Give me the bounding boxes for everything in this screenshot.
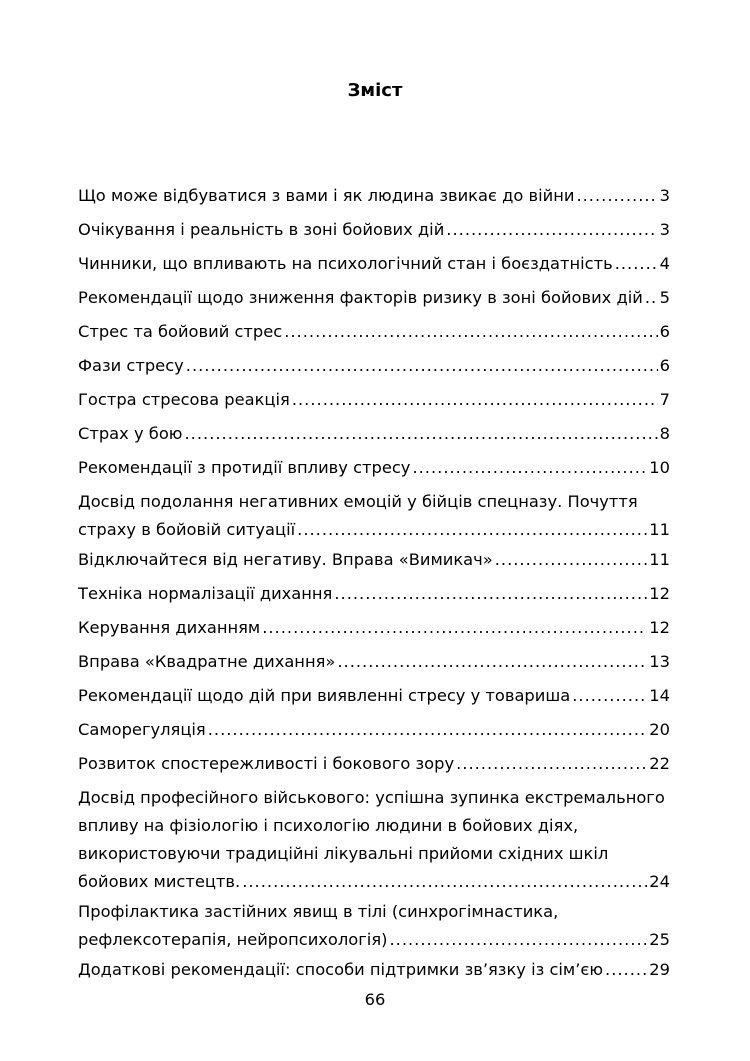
toc-entry[interactable] — [78, 488, 670, 544]
toc-entry-title-line: Саморегуляція — [78, 720, 206, 739]
toc-entry-page: 4 — [659, 254, 670, 273]
dot-leader — [446, 216, 657, 244]
dot-leader — [186, 352, 658, 380]
dot-leader — [389, 926, 647, 954]
toc-entry-title-line: бойових мистецтв. — [78, 872, 241, 891]
toc-entry-row — [78, 216, 670, 244]
toc-entry[interactable] — [78, 682, 670, 710]
toc-entry-title-line: Досвід професійного військового: успішна зупинка екстремального — [78, 788, 665, 807]
toc-entry-title-line: Техніка нормалізації дихання — [78, 584, 333, 603]
toc-entry-page: 10 — [649, 458, 670, 477]
toc-entry[interactable] — [78, 898, 670, 954]
toc-entry-page: 13 — [649, 652, 670, 671]
dot-leader — [297, 516, 647, 544]
toc-entry[interactable] — [78, 546, 670, 574]
toc-entry-title-line: Рекомендації з протидії впливу стресу — [78, 458, 411, 477]
toc-entry-page: 14 — [649, 686, 670, 705]
toc-entry-title-line: використовуючи традиційні лікувальні прийоми східних шкіл — [78, 844, 609, 863]
page-number: 66 — [364, 990, 386, 1009]
toc-entry-row — [78, 682, 670, 710]
toc-entry-title-line: Страх у бою — [78, 424, 183, 443]
toc-entry-page: 5 — [659, 288, 670, 307]
toc-entry-title-line: Фази стресу — [78, 356, 184, 375]
toc-entry[interactable] — [78, 784, 670, 896]
toc-entry-page: 3 — [659, 186, 670, 205]
toc-entry-title-line: страху в бойовій ситуації — [78, 520, 296, 539]
toc-entry-page: 29 — [649, 960, 670, 979]
toc-entry-title-line: Профілактика застійних явищ в тілі (синхрогімнастика, — [78, 902, 559, 921]
toc-entry-row — [78, 868, 670, 896]
toc-entry-page: 25 — [649, 930, 670, 949]
dot-leader — [576, 182, 657, 210]
toc-entry-title-line: впливу на фізіологію і психологію людини в бойових діях, — [78, 816, 579, 835]
dot-leader — [284, 318, 657, 346]
toc-entry[interactable] — [78, 216, 670, 244]
toc-entry-page: 11 — [649, 550, 670, 569]
dot-leader — [605, 956, 647, 984]
toc-entry-page: 24 — [649, 872, 670, 891]
toc-entry-page: 3 — [659, 220, 670, 239]
toc-entry-page: 7 — [659, 390, 670, 409]
toc-entry-row — [78, 318, 670, 346]
toc-entry[interactable] — [78, 956, 670, 984]
dot-leader — [456, 750, 647, 778]
toc-entry-page: 6 — [659, 322, 670, 341]
toc-entry-row — [78, 352, 670, 380]
toc-entry[interactable] — [78, 648, 670, 676]
toc-entry-page: 12 — [649, 584, 670, 603]
toc-entry-title-line: Керування диханням — [78, 618, 261, 637]
toc-entry-row — [78, 386, 670, 414]
toc-entry-row — [78, 250, 670, 278]
dot-leader — [208, 716, 648, 744]
dot-leader — [262, 614, 647, 642]
toc-entry-row — [78, 454, 670, 482]
toc-entry[interactable] — [78, 250, 670, 278]
toc-entry-row — [78, 580, 670, 608]
toc-entry-title-line: Що може відбуватися з вами і як людина звикає до війни — [78, 186, 575, 205]
toc-entry[interactable] — [78, 182, 670, 210]
dot-leader — [615, 250, 658, 278]
toc-entry-page: 11 — [649, 520, 670, 539]
toc-entry-title-line: Стрес та бойовий стрес — [78, 322, 283, 341]
toc-entry-row — [78, 750, 670, 778]
dot-leader — [292, 386, 658, 414]
toc-entry-row — [78, 648, 670, 676]
toc-entry-title-line: Очікування і реальність в зоні бойових дій — [78, 220, 445, 239]
toc-entry[interactable] — [78, 614, 670, 642]
toc-entry[interactable] — [78, 750, 670, 778]
toc-entry-title-line: Додаткові рекомендації: способи підтримки зв’язку із сім’єю — [78, 960, 604, 979]
toc-entry-row — [78, 420, 670, 448]
toc-entry-title-line: Досвід подолання негативних емоцій у бійців спецназу. Почуття — [78, 492, 638, 511]
dot-leader — [412, 454, 647, 482]
toc-entry-title-line: Рекомендації щодо дій при виявленні стресу у товариша — [78, 686, 571, 705]
dot-leader — [572, 682, 647, 710]
toc-entry-row — [78, 546, 670, 574]
dot-leader — [495, 546, 648, 574]
toc-entry-row — [78, 284, 670, 312]
toc-entry[interactable] — [78, 284, 670, 312]
dot-leader — [645, 284, 658, 312]
toc-entry-title-line: Гостра стресова реакція — [78, 390, 290, 409]
toc-entry-title-line: Розвиток спостережливості і бокового зору — [78, 754, 455, 773]
page-title: Зміст — [347, 80, 403, 101]
toc-entry-row — [78, 926, 670, 954]
toc-entry-title-line: Відключайтеся від негативу. Вправа «Вимикач» — [78, 550, 493, 569]
toc-entry-row — [78, 716, 670, 744]
toc-entry-row — [78, 516, 670, 544]
dot-leader — [334, 580, 647, 608]
toc-entry-page: 20 — [649, 720, 670, 739]
toc-entry[interactable] — [78, 386, 670, 414]
dot-leader — [242, 868, 647, 896]
toc-entry-title-line: Чинники, що впливають на психологічний стан і боєздатність — [78, 254, 613, 273]
toc-entry-page: 12 — [649, 618, 670, 637]
toc-entry[interactable] — [78, 716, 670, 744]
toc-entry[interactable] — [78, 454, 670, 482]
toc-entry[interactable] — [78, 352, 670, 380]
toc-entry-title-line: Вправа «Квадратне дихання» — [78, 652, 336, 671]
toc-entry-page: 6 — [659, 356, 670, 375]
toc-entry-row — [78, 182, 670, 210]
toc-entry[interactable] — [78, 580, 670, 608]
toc-entry-title-line: Рекомендації щодо зниження факторів ризику в зоні бойових дій — [78, 288, 643, 307]
toc-entry-title-line: рефлексотерапія, нейропсихологія) — [78, 930, 388, 949]
dot-leader — [185, 420, 658, 448]
toc-entry-row — [78, 956, 670, 984]
toc-entry[interactable] — [78, 420, 670, 448]
toc-entry[interactable] — [78, 318, 670, 346]
dot-leader — [337, 648, 647, 676]
toc-entry-page: 22 — [649, 754, 670, 773]
toc-entry-page: 8 — [659, 424, 670, 443]
toc-entry-row — [78, 614, 670, 642]
